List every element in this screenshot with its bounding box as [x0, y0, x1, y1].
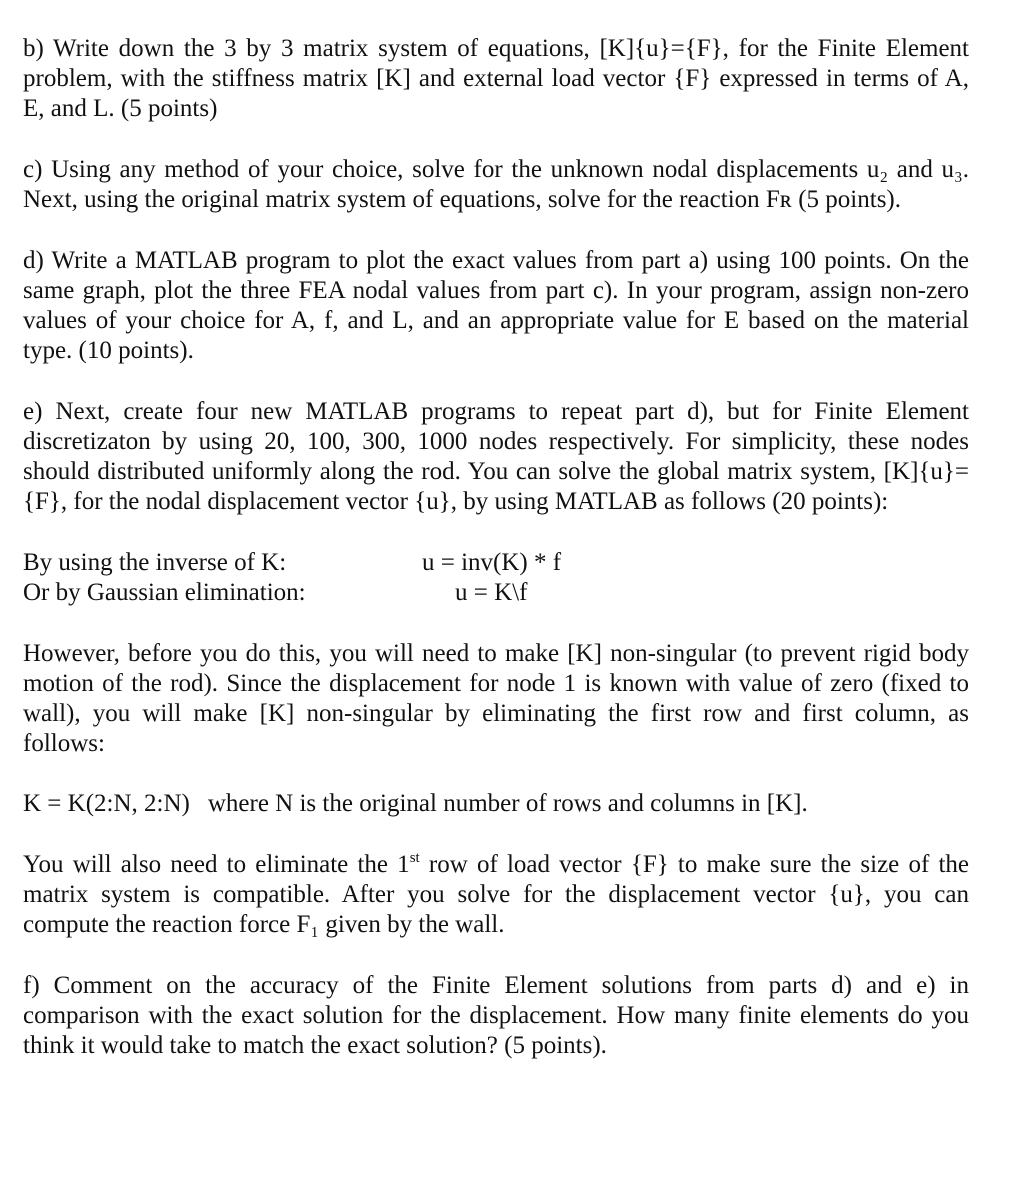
load-vector-rest: row of load vector {F} to make sure the size of the matrix system is compatible. After you solve for the displacement vector {u}, you can compute the reaction force F₁ given by the wall. — [23, 851, 969, 938]
spacer — [23, 608, 969, 639]
spacer — [23, 819, 969, 850]
reduce-expression: K = K(2:N, 2:N) — [23, 790, 190, 817]
spacer — [23, 215, 969, 246]
load-vector-paragraph — [23, 850, 969, 940]
part-f-paragraph: f) Comment on the accuracy of the Finite Element solutions from parts d) and e) in comparison with the exact solution for the displacement. How many finite elements do you think it would take to match the exact solution? (5 points). — [23, 972, 969, 1059]
spacer — [23, 517, 969, 548]
load-vector-lead: You will also need to eliminate the 1 — [23, 851, 410, 878]
reduce-note: where N is the original number of rows and columns in [K]. — [207, 790, 808, 817]
spacer — [23, 940, 969, 971]
part-b-paragraph: b) Write down the 3 by 3 matrix system of equations, [K]{u}={F}, for the Finite Element problem, with the stiffness matrix [K] and external load vector {F} expressed in terms of A, E, and L. (5 points) — [23, 35, 969, 122]
reduce-matrix-line — [23, 789, 969, 819]
part-c-paragraph: c) Using any method of your choice, solve for the unknown nodal displacements u₂ and u₃. Next, using the original matrix system of equations, solve for the reaction Fʀ (5 points). — [23, 156, 969, 213]
assignment-page — [23, 34, 969, 1061]
ordinal-suffix: st — [409, 850, 420, 866]
gauss-label: Or by Gaussian elimination: — [23, 579, 306, 606]
gauss-expression: u = K\f — [455, 579, 528, 606]
matlab-solve-options — [23, 548, 969, 608]
nonsingular-paragraph: However, before you do this, you will need to make [K] non-singular (to prevent rigid body motion of the rod). Since the displacement for node 1 is known with value of zero (fixed to wall), you will make [K] non-singular by eliminating the first row and first column, as follows: — [23, 640, 969, 757]
inverse-expression: u = inv(K) * f — [422, 549, 562, 576]
spacer — [23, 759, 969, 789]
spacer — [23, 124, 969, 155]
part-d-paragraph: d) Write a MATLAB program to plot the exact values from part a) using 100 points. On the same graph, plot the three FEA nodal values from part c). In your program, assign non-zero values of your choice for A, f, and L, and an appropriate value for E based on the material type. (10 points). — [23, 247, 969, 364]
spacer — [23, 366, 969, 397]
inverse-label: By using the inverse of K: — [23, 549, 287, 576]
part-e-paragraph: e) Next, create four new MATLAB programs to repeat part d), but for Finite Element discretizaton by using 20, 100, 300, 1000 nodes respectively. For simplicity, these nodes should distributed uniformly along the rod. You can solve the global matrix system, [K]{u}={F}, for the nodal displacement vector {u}, by using MATLAB as follows (20 points): — [23, 398, 969, 515]
